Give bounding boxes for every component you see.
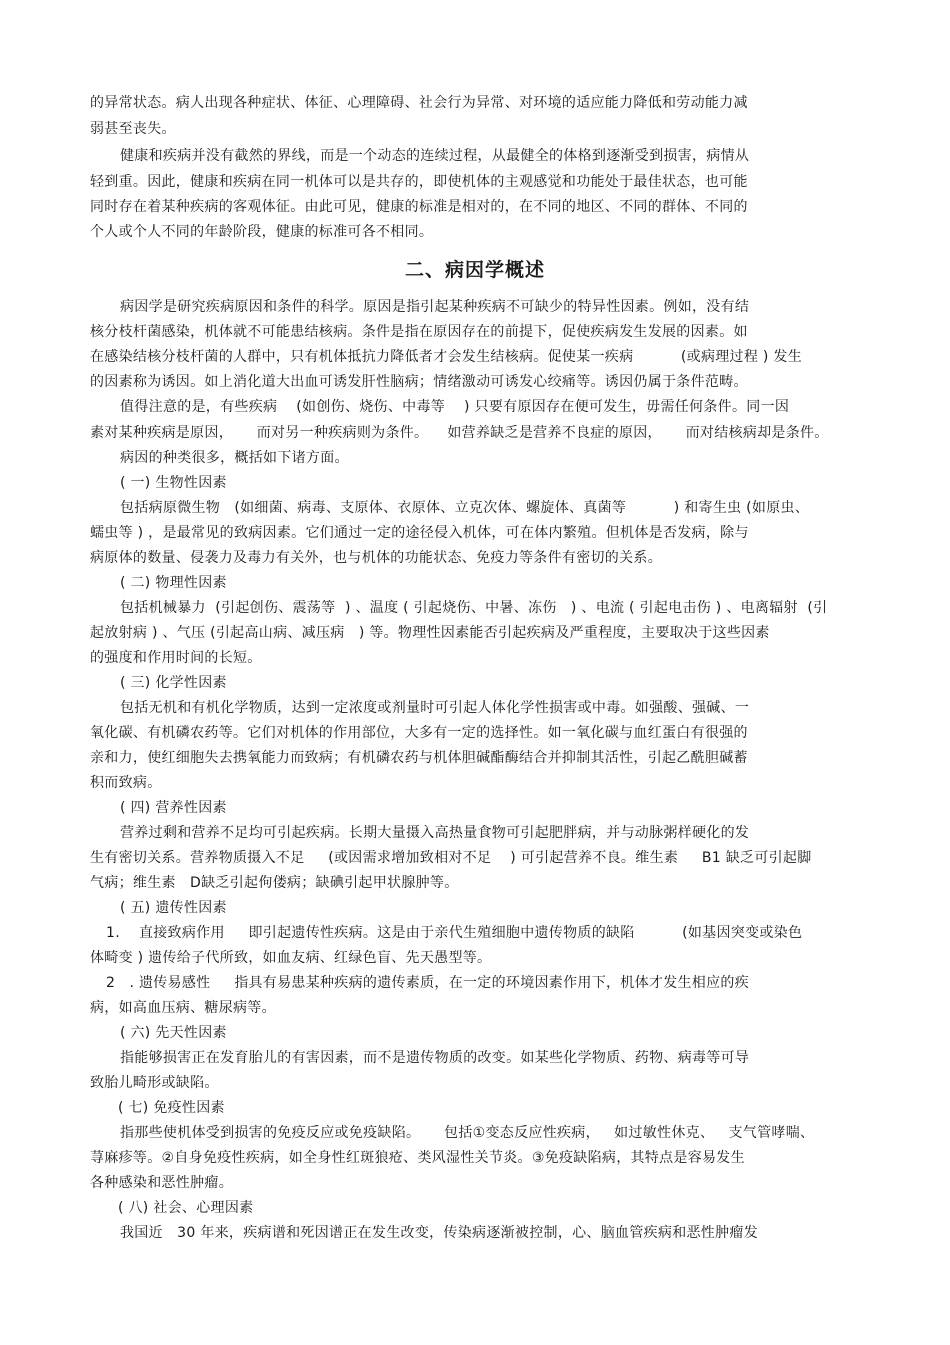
body-text-line: 个人或个人不同的年龄阶段，健康的标准可各不相同。 <box>90 224 434 240</box>
body-text-line: 核分枝杆菌感染，机体就不可能患结核病。条件是指在原因存在的前提下，促使疾病发生发展的因素。如 <box>90 324 748 340</box>
body-text-line: 我国近 30 年来，疾病谱和死因谱正在发生改变，传染病逐渐被控制，心、脑血管疾病和恶性肿瘤发 <box>120 1225 759 1241</box>
body-text-line: 积而致病。 <box>90 775 162 791</box>
subsection-heading: ( 七) 免疫性因素 <box>118 1100 225 1116</box>
body-text-line: 的异常状态。病人出现各种症状、体征、心理障碍、社会行为异常、对环境的适应能力降低和劳动能力减 <box>90 95 748 111</box>
body-text-line: 病，如高血压病、糖尿病等。 <box>90 1000 276 1016</box>
body-text-line: 的因素称为诱因。如上消化道大出血可诱发肝性脑病；情绪激动可诱发心绞痛等。诱因仍属于条件范畴。 <box>90 374 748 390</box>
body-text-line: 氧化碳、有机磷农药等。它们对机体的作用部位，大多有一定的选择性。如一氧化碳与血红蛋白有很强的 <box>90 725 748 741</box>
body-text-line: 荨麻疹等。②自身免疫性疾病，如全身性红斑狼疮、类风湿性关节炎。③免疫缺陷病，其特点是容易发生 <box>90 1150 745 1166</box>
body-text-line: 指能够损害正在发育胎儿的有害因素，而不是遗传物质的改变。如某些化学物质、药物、病毒等可导 <box>120 1050 750 1066</box>
body-text-line: 1. 直接致病作用 即引起遗传性疾病。这是由于亲代生殖细胞中遗传物质的缺陷 (如基因突变或染色 <box>106 925 803 941</box>
subsection-heading: ( 二) 物理性因素 <box>120 575 227 591</box>
body-text-line: 体畸变 ) 遗传给子代所致，如血友病、红绿色盲、先天愚型等。 <box>90 950 492 966</box>
body-text-line: 气病；维生素 D缺乏引起佝偻病；缺碘引起甲状腺肿等。 <box>90 875 459 891</box>
body-text-line: 的强度和作用时间的长短。 <box>90 650 262 666</box>
body-text-line: 亲和力，使红细胞失去携氧能力而致病；有机磷农药与机体胆碱酯酶结合并抑制其活性，引起乙酰胆碱蓄 <box>90 750 748 766</box>
body-text-line: 病原体的数量、侵袭力及毒力有关外，也与机体的功能状态、免疫力等条件有密切的关系。 <box>90 550 662 566</box>
subsection-heading: ( 八) 社会、心理因素 <box>118 1200 254 1216</box>
subsection-heading: ( 一) 生物性因素 <box>120 475 227 491</box>
body-text-line: 健康和疾病并没有截然的界线，而是一个动态的连续过程，从最健全的体格到逐渐受到损害，病情从 <box>120 148 750 164</box>
body-text-line: 包括无机和有机化学物质，达到一定浓度或剂量时可引起人体化学性损害或中毒。如强酸、强碱、一 <box>120 700 750 716</box>
body-text-line: 弱甚至丧失。 <box>90 121 176 137</box>
body-text-line: 指那些使机体受到损害的免疫反应或免疫缺陷。 包括①变态反应性疾病， 如过敏性休克、 支气管哮喘、 <box>120 1125 815 1141</box>
body-text-line: 包括病原微生物 (如细菌、病毒、支原体、衣原体、立克次体、螺旋体、真菌等 ) 和寄生虫 (如原虫、 <box>120 500 810 516</box>
body-text-line: 蠕虫等 ) ，是最常见的致病因素。它们通过一定的途径侵入机体，可在体内繁殖。但机体是否发病，除与 <box>90 525 749 541</box>
body-text-line: 素对某种疾病是原因， 而对另一种疾病则为条件。 如营养缺乏是营养不良症的原因， 而对结核病却是条件。 <box>90 425 829 441</box>
body-text-line: 同时存在着某种疾病的客观体征。由此可见，健康的标准是相对的，在不同的地区、不同的群体、不同的 <box>90 199 748 215</box>
body-text-line: 在感染结核分枝杆菌的人群中，只有机体抵抗力降低者才会发生结核病。促使某一疾病 (或病理过程 ) 发生 <box>90 349 803 365</box>
subsection-heading: ( 四) 营养性因素 <box>120 800 227 816</box>
body-text-line: 起放射病 ) 、气压 (引起高山病、减压病 ) 等。物理性因素能否引起疾病及严重程度，主要取决于这些因素 <box>90 625 770 641</box>
body-text-line: 病因的种类很多，概括如下诸方面。 <box>120 450 349 466</box>
body-text-line: 致胎儿畸形或缺陷。 <box>90 1075 219 1091</box>
body-text-line: 包括机械暴力 (引起创伤、震荡等 ) 、温度 ( 引起烧伤、中暑、冻伤 ) 、电流 ( 引起电击伤 ) 、电离辐射 (引 <box>120 600 828 616</box>
subsection-heading: ( 五) 遗传性因素 <box>120 900 227 916</box>
body-text-line: 轻到重。因此，健康和疾病在同一机体可以是共存的，即使机体的主观感觉和功能处于最佳状态，也可能 <box>90 174 748 190</box>
body-text-line: 生有密切关系。营养物质摄入不足 (或因需求增加致相对不足 ) 可引起营养不良。维生素 B1 缺乏可引起脚 <box>90 850 812 866</box>
body-text-line: 营养过剩和营养不足均可引起疾病。长期大量摄入高热量食物可引起肥胖病，并与动脉粥样硬化的发 <box>120 825 750 841</box>
section-title: 二、病因学概述 <box>404 259 545 281</box>
body-text-line: 各种感染和恶性肿瘤。 <box>90 1175 233 1191</box>
subsection-heading: ( 三) 化学性因素 <box>120 675 227 691</box>
body-text-line: 值得注意的是，有些疾病 (如创伤、烧伤、中毒等 ) 只要有原因存在便可发生，毋需任何条件。同一因 <box>120 399 790 415</box>
subsection-heading: ( 六) 先天性因素 <box>120 1025 227 1041</box>
body-text-line: 2 . 遗传易感性 指具有易患某种疾病的遗传素质，在一定的环境因素作用下，机体才发生相应的疾 <box>106 975 750 991</box>
body-text-line: 病因学是研究疾病原因和条件的科学。原因是指引起某种疾病不可缺少的特异性因素。例如，没有结 <box>120 299 750 315</box>
